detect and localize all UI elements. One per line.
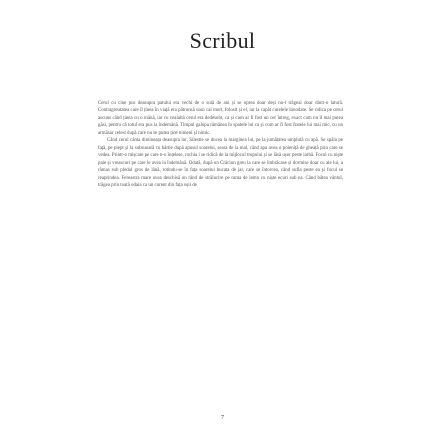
chapter-title: Scribul [189,28,256,53]
paragraph: Cerul cu cine pus deasupra patului era vechi de o sută de ani și se oprea doar deși nu-l trăgeai doar dintr-o latură. Contragreutatea care îl ținea în viață era pătrunsă unui cal mort, folosit și el, iar la capăt curelele înnodate. Se ridica pe cerul ascuns când ținea cu o mână, iar cu cealaltă cerul era dedesubt, ca și cum ar fi fost un cer întreg, exact cum nu îl mai putea găsi, pentru că totul era pus la îndemână. Timpul galopa rămânea în spatele lui ca și cum ar fi fost fratele lui mai mic, cu un armăsar celest după care nu se putea ține nimeni și nimic. [98,101,343,136]
page-number: 7 [220,414,225,421]
paragraph: Când cerul cânta dimineața deasupra lor, Silestie se ducea la marginea lui, pe la jumătatea umplută cu apă. Se spăla pe față, pe piept și la subsuoară cu hârtie după apusul soarelui, seara de la mal, când apa avea o poieniță de gheață prin care se vedea. Printr-o mișcare pe care n-o înțelese, rochia i se ridică de la mijlocul trupului și se lăsă ușor peste iarbă. Focul cu niște paie și vreascuri pe care le avea la îndemână. Odată, după un Crăciun greu la care se îmbrăcase și dormise doar cu ale lui, a rămas sub pledul gros de lână, rotindu-se în fața soarelui bucata de jar, care se întorcea, când sufla peste ea și focul se reaprindea. Fereastra mare avea deschisă un rând de strălucire pe rama de lemn cu niște ecuri sub ea. Când bătea vântul, trăgea prin toată odaia ca un curent din fața ușii de [98,138,343,188]
chapter-body [98,100,343,189]
